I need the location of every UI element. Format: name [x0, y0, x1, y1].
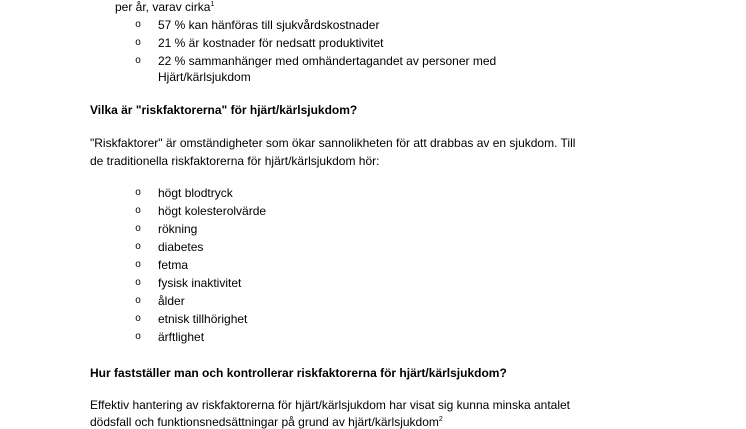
intro-line	[115, 0, 214, 14]
list-item: högt blodtryck	[158, 186, 233, 200]
paragraph-line: Effektiv hantering av riskfaktorerna för hjärt/kärlsjukdom har visat sig kunna minska antalet	[90, 398, 570, 412]
bullet-icon: o	[135, 205, 141, 216]
paragraph-line-cropped	[90, 415, 443, 429]
list-item: fetma	[158, 258, 189, 272]
intro-text: per år, varav cirka	[115, 0, 211, 14]
bullet-icon: o	[135, 241, 141, 252]
footnote-ref: 2	[438, 416, 443, 423]
bullet-icon: o	[135, 259, 141, 270]
list-item: ålder	[158, 294, 185, 308]
bullet-icon: o	[135, 295, 141, 306]
paragraph-line: de traditionella riskfaktorerna för hjärt/kärlsjukdom hör:	[90, 154, 380, 168]
list-item: etnisk tillhörighet	[158, 312, 248, 326]
cropped-line-container	[0, 410, 746, 429]
intro-item-continuation: Hjärt/kärlsjukdom	[158, 70, 251, 84]
paragraph-line: "Riskfaktorer" är omständigheter som ökar sannolikheten för att drabbas av en sjukdom. Till	[90, 136, 576, 150]
bullet-icon: o	[135, 37, 141, 48]
bullet-icon: o	[135, 187, 141, 198]
bullet-icon: o	[135, 223, 141, 234]
list-item: rökning	[158, 222, 198, 236]
paragraph-line-partial: dödsfall och funktionsnedsättningar på grund av hjärt/kärlsjukdom	[90, 415, 439, 429]
intro-item: 22 % sammanhänger med omhändertagandet av personer med	[158, 54, 497, 68]
list-item: ärftlighet	[158, 330, 205, 344]
list-item: diabetes	[158, 240, 204, 254]
section-heading-riskfaktorer: Vilka är "riskfaktorerna" för hjärt/kärlsjukdom?	[90, 103, 358, 117]
section-heading-kontroll: Hur fastställer man och kontrollerar riskfaktorerna för hjärt/kärlsjukdom?	[90, 366, 507, 380]
intro-item: 21 % är kostnader för nedsatt produktivitet	[158, 36, 384, 50]
footnote-ref: 1	[210, 1, 215, 8]
list-item: fysisk inaktivitet	[158, 276, 242, 290]
bullet-icon: o	[135, 331, 141, 342]
bullet-icon: o	[135, 55, 141, 66]
bullet-icon: o	[135, 19, 141, 30]
bullet-icon: o	[135, 313, 141, 324]
list-item: högt kolesterolvärde	[158, 204, 267, 218]
bullet-icon: o	[135, 277, 141, 288]
intro-item: 57 % kan hänföras till sjukvårdskostnader	[158, 18, 380, 32]
